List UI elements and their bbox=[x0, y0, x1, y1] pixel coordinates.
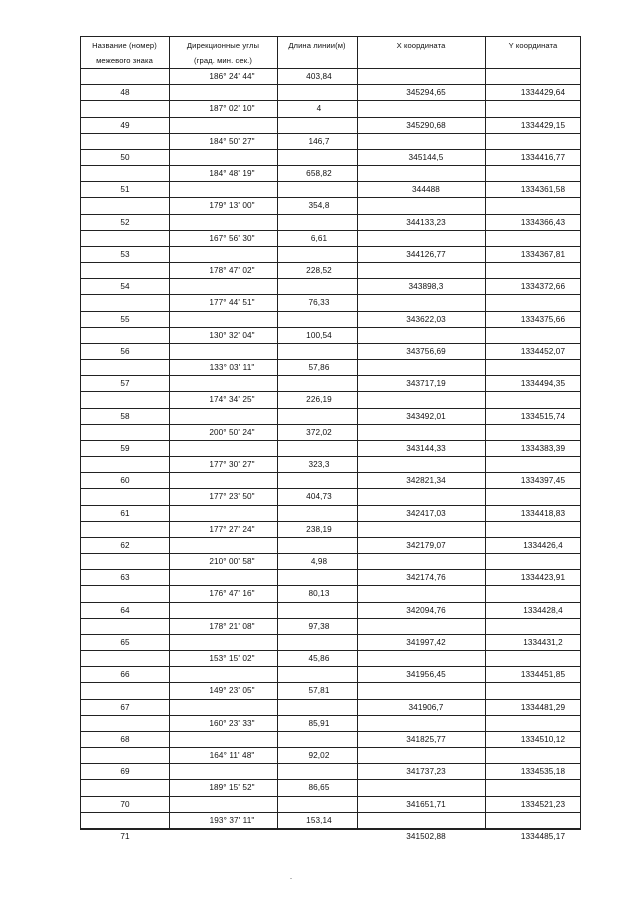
line-length: 372,02 bbox=[306, 427, 332, 437]
x-coordinate: 341737,23 bbox=[406, 767, 446, 777]
row-border bbox=[80, 682, 581, 683]
point-row-border bbox=[80, 214, 169, 215]
direction-angle: 193° 37' 11" bbox=[209, 815, 255, 825]
row-border bbox=[80, 747, 581, 748]
row-border bbox=[80, 197, 581, 198]
header-x: X координата bbox=[396, 41, 446, 50]
boundary-mark-number: 63 bbox=[120, 573, 130, 583]
direction-angle: 176° 47' 16" bbox=[209, 589, 255, 599]
line-length: 323,3 bbox=[308, 460, 330, 470]
header-length: Длина линии(м) bbox=[288, 41, 346, 50]
direction-angle: 177° 23' 50" bbox=[209, 492, 255, 502]
point-row-border bbox=[80, 181, 169, 182]
header-bottom-border bbox=[80, 68, 581, 69]
segment-row-border bbox=[169, 602, 357, 603]
y-coordinate: 1334481,29 bbox=[520, 702, 566, 712]
line-length: 354,8 bbox=[308, 201, 330, 211]
direction-angle: 179° 13' 00" bbox=[209, 201, 255, 211]
segment-row-border bbox=[169, 505, 357, 506]
boundary-mark-number: 68 bbox=[120, 734, 130, 744]
y-coordinate: 1334521,23 bbox=[520, 799, 566, 809]
y-coordinate: 1334431,2 bbox=[523, 637, 563, 647]
row-border bbox=[80, 100, 581, 101]
segment-row-border bbox=[169, 278, 357, 279]
direction-angle: 184° 48' 19" bbox=[209, 169, 255, 179]
boundary-mark-number: 48 bbox=[120, 88, 130, 98]
direction-angle: 187° 02' 10" bbox=[209, 104, 255, 114]
row-border bbox=[80, 488, 581, 489]
boundary-mark-number: 58 bbox=[120, 411, 130, 421]
point-row-border bbox=[357, 602, 581, 603]
y-coordinate: 1334428,4 bbox=[523, 605, 563, 615]
point-row-border bbox=[357, 375, 581, 376]
boundary-mark-number: 67 bbox=[120, 702, 130, 712]
direction-angle: 177° 27' 24" bbox=[209, 524, 255, 534]
y-coordinate: 1334372,66 bbox=[520, 282, 566, 292]
point-row-border bbox=[357, 181, 581, 182]
point-row-border bbox=[80, 699, 169, 700]
point-row-border bbox=[80, 763, 169, 764]
point-row-border bbox=[357, 731, 581, 732]
point-row-border bbox=[80, 343, 169, 344]
y-coordinate: 1334510,12 bbox=[520, 734, 566, 744]
line-length: 57,86 bbox=[308, 363, 330, 373]
line-length: 6,61 bbox=[310, 233, 328, 243]
line-length: 146,7 bbox=[308, 136, 330, 146]
direction-angle: 200° 50' 24" bbox=[209, 427, 255, 437]
point-row-border bbox=[80, 278, 169, 279]
point-row-border bbox=[80, 666, 169, 667]
boundary-mark-number: 60 bbox=[120, 476, 130, 486]
point-row-border bbox=[80, 505, 169, 506]
point-row-border bbox=[357, 666, 581, 667]
row-border bbox=[80, 779, 581, 780]
boundary-mark-number: 69 bbox=[120, 767, 130, 777]
y-coordinate: 1334418,83 bbox=[520, 508, 566, 518]
point-row-border bbox=[80, 537, 169, 538]
direction-angle: 164° 11' 48" bbox=[209, 751, 255, 761]
x-coordinate: 343717,19 bbox=[406, 379, 446, 389]
point-row-border bbox=[80, 375, 169, 376]
column-border bbox=[169, 36, 170, 830]
x-coordinate: 341997,42 bbox=[406, 637, 446, 647]
line-length: 45,86 bbox=[308, 654, 330, 664]
row-border bbox=[80, 521, 581, 522]
line-length: 153,14 bbox=[306, 815, 332, 825]
x-coordinate: 345294,65 bbox=[406, 88, 446, 98]
x-coordinate: 343622,03 bbox=[406, 314, 446, 324]
boundary-mark-number: 52 bbox=[120, 217, 130, 227]
y-coordinate: 1334535,18 bbox=[520, 767, 566, 777]
boundary-mark-number: 54 bbox=[120, 282, 130, 292]
header-name: межевого знака bbox=[96, 56, 153, 65]
y-coordinate: 1334426,4 bbox=[523, 540, 563, 550]
direction-angle: 186° 24' 44" bbox=[209, 72, 255, 81]
segment-row-border bbox=[169, 149, 357, 150]
segment-row-border bbox=[169, 408, 357, 409]
x-coordinate: 343144,33 bbox=[406, 443, 446, 453]
row-border bbox=[80, 424, 581, 425]
line-length: 226,19 bbox=[306, 395, 332, 405]
boundary-mark-number: 71 bbox=[120, 831, 130, 841]
segment-row-border bbox=[169, 634, 357, 635]
column-border bbox=[80, 36, 81, 830]
boundary-mark-number: 49 bbox=[120, 120, 130, 130]
row-border bbox=[80, 262, 581, 263]
y-coordinate: 1334494,35 bbox=[520, 379, 566, 389]
point-row-border bbox=[80, 731, 169, 732]
row-border bbox=[80, 812, 581, 813]
line-length: 86,65 bbox=[308, 783, 330, 793]
segment-row-border bbox=[169, 375, 357, 376]
line-length: 100,54 bbox=[306, 330, 332, 340]
boundary-mark-number: 59 bbox=[120, 443, 130, 453]
y-coordinate: 1334451,85 bbox=[520, 670, 566, 680]
line-length: 658,82 bbox=[306, 169, 332, 179]
point-row-border bbox=[80, 311, 169, 312]
column-border bbox=[277, 36, 278, 830]
line-length: 80,13 bbox=[308, 589, 330, 599]
y-coordinate: 1334397,45 bbox=[520, 476, 566, 486]
boundary-coordinates-table bbox=[80, 36, 581, 841]
row-border bbox=[80, 327, 581, 328]
boundary-mark-number: 57 bbox=[120, 379, 130, 389]
segment-row-border bbox=[169, 828, 357, 829]
segment-row-border bbox=[169, 343, 357, 344]
boundary-mark-number: 50 bbox=[120, 152, 130, 162]
boundary-mark-number: 53 bbox=[120, 249, 130, 259]
x-coordinate: 342094,76 bbox=[406, 605, 446, 615]
y-coordinate: 1334416,77 bbox=[520, 152, 566, 162]
direction-angle: 189° 15' 52" bbox=[209, 783, 255, 793]
line-length: 404,73 bbox=[306, 492, 332, 502]
point-row-border bbox=[357, 408, 581, 409]
x-coordinate: 344488 bbox=[412, 185, 440, 195]
point-row-border bbox=[357, 505, 581, 506]
y-coordinate: 1334361,58 bbox=[520, 185, 566, 195]
row-border bbox=[80, 456, 581, 457]
direction-angle: 184° 50' 27" bbox=[209, 136, 255, 146]
segment-row-border bbox=[169, 311, 357, 312]
row-border bbox=[80, 391, 581, 392]
point-row-border bbox=[80, 408, 169, 409]
direction-angle: 178° 47' 02" bbox=[209, 266, 255, 276]
x-coordinate: 341502,88 bbox=[406, 831, 446, 841]
point-row-border bbox=[357, 569, 581, 570]
y-coordinate: 1334375,66 bbox=[520, 314, 566, 324]
point-row-border bbox=[357, 472, 581, 473]
x-coordinate: 341651,71 bbox=[406, 799, 446, 809]
segment-row-border bbox=[169, 731, 357, 732]
point-row-border bbox=[357, 84, 581, 85]
row-border bbox=[80, 553, 581, 554]
segment-row-border bbox=[169, 569, 357, 570]
y-coordinate: 1334429,15 bbox=[520, 120, 566, 130]
row-border bbox=[80, 618, 581, 619]
line-length: 57,81 bbox=[308, 686, 330, 696]
line-length: 238,19 bbox=[306, 524, 332, 534]
direction-angle: 167° 56' 30" bbox=[209, 233, 255, 243]
column-border bbox=[485, 36, 486, 830]
x-coordinate: 342821,34 bbox=[406, 476, 446, 486]
header-name: Название (номер) bbox=[92, 41, 157, 50]
header-y: Y координата bbox=[508, 41, 558, 50]
point-row-border bbox=[357, 246, 581, 247]
x-coordinate: 341825,77 bbox=[406, 734, 446, 744]
boundary-mark-number: 66 bbox=[120, 670, 130, 680]
x-coordinate: 343756,69 bbox=[406, 346, 446, 356]
boundary-mark-number: 70 bbox=[120, 799, 130, 809]
row-border bbox=[80, 715, 581, 716]
line-length: 76,33 bbox=[308, 298, 330, 308]
point-row-border bbox=[357, 634, 581, 635]
y-coordinate: 1334383,39 bbox=[520, 443, 566, 453]
boundary-mark-number: 64 bbox=[120, 605, 130, 615]
table-top-border bbox=[80, 36, 581, 37]
point-row-border bbox=[357, 149, 581, 150]
segment-row-border bbox=[169, 181, 357, 182]
y-coordinate: 1334485,17 bbox=[520, 831, 566, 841]
segment-row-border bbox=[169, 84, 357, 85]
direction-angle: 177° 44' 51" bbox=[209, 298, 255, 308]
point-row-border bbox=[357, 214, 581, 215]
x-coordinate: 343492,01 bbox=[406, 411, 446, 421]
line-length: 4 bbox=[316, 104, 322, 114]
segment-row-border bbox=[169, 472, 357, 473]
direction-angle: 160° 23' 33" bbox=[209, 718, 255, 728]
point-row-border bbox=[80, 472, 169, 473]
row-border bbox=[80, 359, 581, 360]
x-coordinate: 344133,23 bbox=[406, 217, 446, 227]
x-coordinate: 345144,5 bbox=[408, 152, 444, 162]
line-length: 92,02 bbox=[308, 751, 330, 761]
point-row-border bbox=[80, 569, 169, 570]
segment-row-border bbox=[169, 440, 357, 441]
segment-row-border bbox=[169, 117, 357, 118]
boundary-mark-number: 51 bbox=[120, 185, 130, 195]
y-coordinate: 1334423,91 bbox=[520, 573, 566, 583]
x-coordinate: 342174,76 bbox=[406, 573, 446, 583]
y-coordinate: 1334429,64 bbox=[520, 88, 566, 98]
direction-angle: 130° 32' 04" bbox=[209, 330, 255, 340]
direction-angle: 149° 23' 05" bbox=[209, 686, 255, 696]
x-coordinate: 342417,03 bbox=[406, 508, 446, 518]
line-length: 85,91 bbox=[308, 718, 330, 728]
point-row-border bbox=[357, 699, 581, 700]
y-coordinate: 1334452,07 bbox=[520, 346, 566, 356]
y-coordinate: 1334515,74 bbox=[520, 411, 566, 421]
segment-row-border bbox=[169, 763, 357, 764]
point-row-border bbox=[357, 117, 581, 118]
table-bottom-border bbox=[80, 829, 581, 830]
y-coordinate: 1334366,43 bbox=[520, 217, 566, 227]
x-coordinate: 345290,68 bbox=[406, 120, 446, 130]
segment-row-border bbox=[169, 537, 357, 538]
point-row-border bbox=[357, 311, 581, 312]
point-row-border bbox=[80, 602, 169, 603]
x-coordinate: 342179,07 bbox=[406, 540, 446, 550]
line-length: 97,38 bbox=[308, 621, 330, 631]
header-angle: (град. мин. сек.) bbox=[194, 56, 252, 65]
segment-row-border bbox=[169, 214, 357, 215]
row-border bbox=[80, 230, 581, 231]
direction-angle: 174° 34' 25" bbox=[209, 395, 255, 405]
direction-angle: 133° 03' 11" bbox=[209, 363, 255, 373]
segment-row-border bbox=[169, 699, 357, 700]
point-row-border bbox=[357, 537, 581, 538]
point-row-border bbox=[357, 440, 581, 441]
x-coordinate: 341956,45 bbox=[406, 670, 446, 680]
point-row-border bbox=[80, 828, 169, 829]
point-row-border bbox=[80, 117, 169, 118]
point-row-border bbox=[357, 763, 581, 764]
direction-angle: 177° 30' 27" bbox=[209, 460, 255, 470]
point-row-border bbox=[357, 343, 581, 344]
y-coordinate: 1334367,81 bbox=[520, 249, 566, 259]
direction-angle: 178° 21' 08" bbox=[209, 621, 255, 631]
direction-angle: 210° 00' 58" bbox=[209, 557, 255, 567]
point-row-border bbox=[80, 149, 169, 150]
row-border bbox=[80, 650, 581, 651]
point-row-border bbox=[80, 634, 169, 635]
point-row-border bbox=[357, 796, 581, 797]
x-coordinate: 343898,3 bbox=[408, 282, 444, 292]
point-row-border bbox=[357, 828, 581, 829]
boundary-mark-number: 56 bbox=[120, 346, 130, 356]
boundary-mark-number: 61 bbox=[120, 508, 130, 518]
line-length: 228,52 bbox=[306, 266, 332, 276]
segment-row-border bbox=[169, 796, 357, 797]
header-angle: Дирекционные углы bbox=[186, 41, 260, 50]
x-coordinate: 344126,77 bbox=[406, 249, 446, 259]
row-border bbox=[80, 165, 581, 166]
row-border bbox=[80, 294, 581, 295]
point-row-border bbox=[80, 246, 169, 247]
point-row-border bbox=[357, 278, 581, 279]
boundary-mark-number: 55 bbox=[120, 314, 130, 324]
row-border bbox=[80, 585, 581, 586]
segment-row-border bbox=[169, 666, 357, 667]
page-speck bbox=[290, 878, 292, 879]
row-border bbox=[80, 133, 581, 134]
line-length: 403,84 bbox=[306, 72, 332, 81]
point-row-border bbox=[80, 84, 169, 85]
boundary-mark-number: 65 bbox=[120, 637, 130, 647]
point-row-border bbox=[80, 440, 169, 441]
boundary-mark-number: 62 bbox=[120, 540, 130, 550]
line-length: 4,98 bbox=[310, 557, 328, 567]
direction-angle: 153° 15' 02" bbox=[209, 654, 255, 664]
segment-row-border bbox=[169, 246, 357, 247]
point-row-border bbox=[80, 796, 169, 797]
x-coordinate: 341906,7 bbox=[408, 702, 444, 712]
